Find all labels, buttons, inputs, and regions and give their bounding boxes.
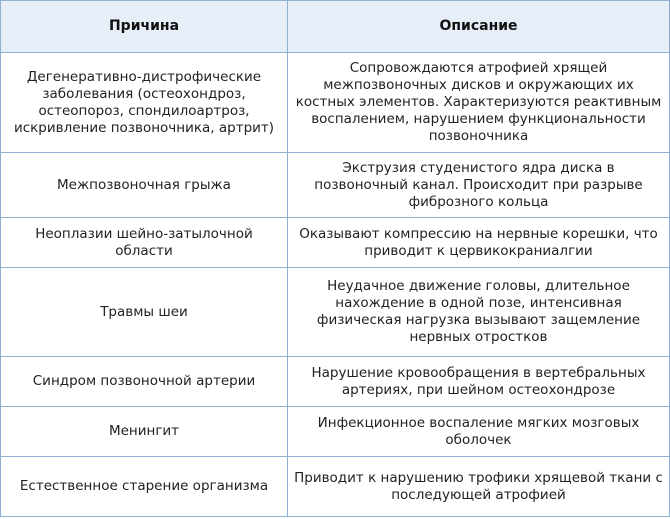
description-cell: Экструзия студенистого ядра диска в позвоночный канал. Происходит при разрыве фиброзного кольца (288, 153, 670, 218)
cause-cell: Менингит (1, 407, 288, 457)
table-row (1, 53, 670, 153)
header-description: Описание (288, 1, 670, 53)
table-row (1, 268, 670, 357)
description-cell: Оказывают компрессию на нервные корешки, что приводит к цервикокраниалгии (288, 218, 670, 268)
description-cell: Приводит к нарушению трофики хрящевой ткани с последующей атрофией (288, 457, 670, 517)
cause-cell: Дегенеративно-дистрофические заболевания (остеохондроз, остеопороз, спондилоартроз, искривление позвоночника, артрит) (1, 53, 288, 153)
header-row (1, 1, 670, 53)
table-row (1, 457, 670, 517)
table-row (1, 357, 670, 407)
description-cell: Инфекционное воспаление мягких мозговых оболочек (288, 407, 670, 457)
cause-cell: Синдром позвоночной артерии (1, 357, 288, 407)
table-row (1, 407, 670, 457)
table-row (1, 153, 670, 218)
header-cause: Причина (1, 1, 288, 53)
cause-cell: Межпозвоночная грыжа (1, 153, 288, 218)
description-cell: Сопровождаются атрофией хрящей межпозвоночных дисков и окружающих их костных элементов. Характеризуются реактивным воспалением, нарушением функциональности позвоночника (288, 53, 670, 153)
table-row (1, 218, 670, 268)
description-cell: Нарушение кровообращения в вертебральных артериях, при шейном остеохондрозе (288, 357, 670, 407)
cause-cell: Неоплазии шейно-затылочной области (1, 218, 288, 268)
cause-cell: Травмы шеи (1, 268, 288, 357)
cause-cell: Естественное старение организма (1, 457, 288, 517)
description-cell: Неудачное движение головы, длительное нахождение в одной позе, интенсивная физическая нагрузка вызывают защемление нервных отростков (288, 268, 670, 357)
